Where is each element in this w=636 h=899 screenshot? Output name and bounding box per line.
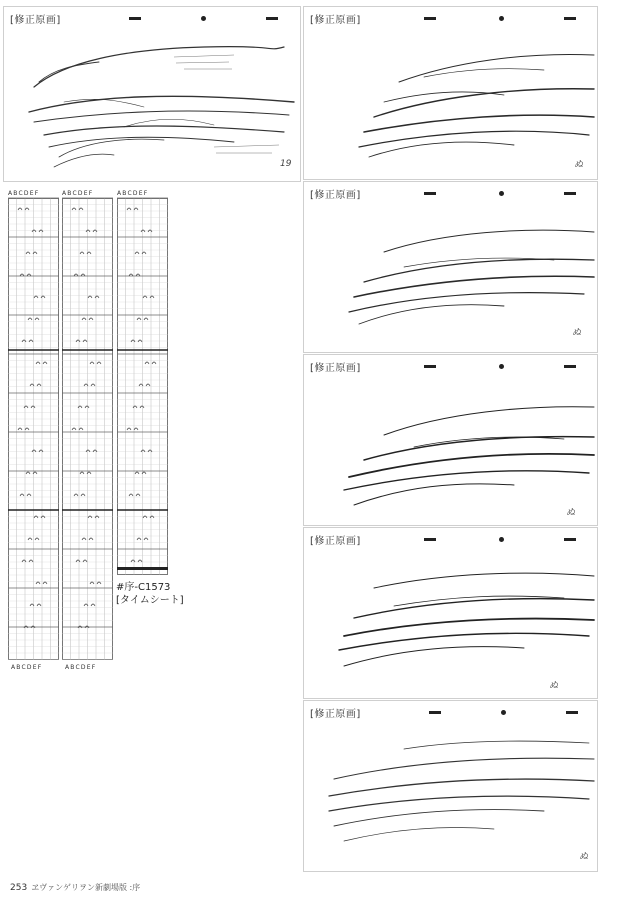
cut-number: #序-C1573 bbox=[116, 582, 171, 593]
timesheet-caption bbox=[116, 581, 184, 607]
sketch-drawing bbox=[304, 182, 598, 353]
drawing-panel-2 bbox=[303, 6, 598, 180]
drawing-panel-3 bbox=[303, 181, 598, 353]
timesheet-column-1 bbox=[8, 190, 59, 671]
drawing-panel-5 bbox=[303, 527, 598, 699]
panel-label: [修正原画] bbox=[310, 536, 361, 547]
timesheet-grid bbox=[8, 190, 59, 660]
panel-label: [修正原画] bbox=[10, 15, 61, 26]
artist-signature: ぬ bbox=[572, 328, 582, 338]
timesheet-column-3 bbox=[117, 190, 168, 575]
drawing-panel-1 bbox=[3, 6, 301, 182]
page-footer bbox=[10, 882, 140, 893]
artist-signature: 19 bbox=[280, 159, 292, 169]
column-letters-top: ABCDEF bbox=[62, 190, 94, 197]
caption-type: [タイムシート] bbox=[116, 595, 184, 606]
artist-signature: ぬ bbox=[549, 681, 559, 691]
column-letters-bottom: ABCDEF bbox=[65, 664, 97, 671]
page-number: 253 bbox=[10, 883, 28, 893]
panel-label: [修正原画] bbox=[310, 709, 361, 720]
sketch-drawing bbox=[304, 701, 598, 872]
drawing-panel-6 bbox=[303, 700, 598, 872]
sketch-drawing bbox=[304, 7, 598, 180]
timesheet-grid bbox=[62, 190, 113, 660]
sketch-drawing bbox=[4, 7, 301, 182]
column-letters-top: ABCDEF bbox=[8, 190, 40, 197]
column-letters-bottom: ABCDEF bbox=[11, 664, 43, 671]
panel-label: [修正原画] bbox=[310, 363, 361, 374]
sketch-drawing bbox=[304, 528, 598, 699]
book-title: ヱヴァンゲリヲン新劇場版 :序 bbox=[31, 883, 141, 892]
timesheet-grid bbox=[117, 190, 168, 575]
sketch-drawing bbox=[304, 355, 598, 526]
panel-label: [修正原画] bbox=[310, 15, 361, 26]
artist-signature: ぬ bbox=[566, 508, 576, 518]
artist-signature: ぬ bbox=[579, 852, 589, 862]
artist-signature: ぬ bbox=[574, 160, 584, 170]
panel-label: [修正原画] bbox=[310, 190, 361, 201]
drawing-panel-4 bbox=[303, 354, 598, 526]
column-letters-top: ABCDEF bbox=[117, 190, 149, 197]
timesheet-column-2 bbox=[62, 190, 113, 671]
